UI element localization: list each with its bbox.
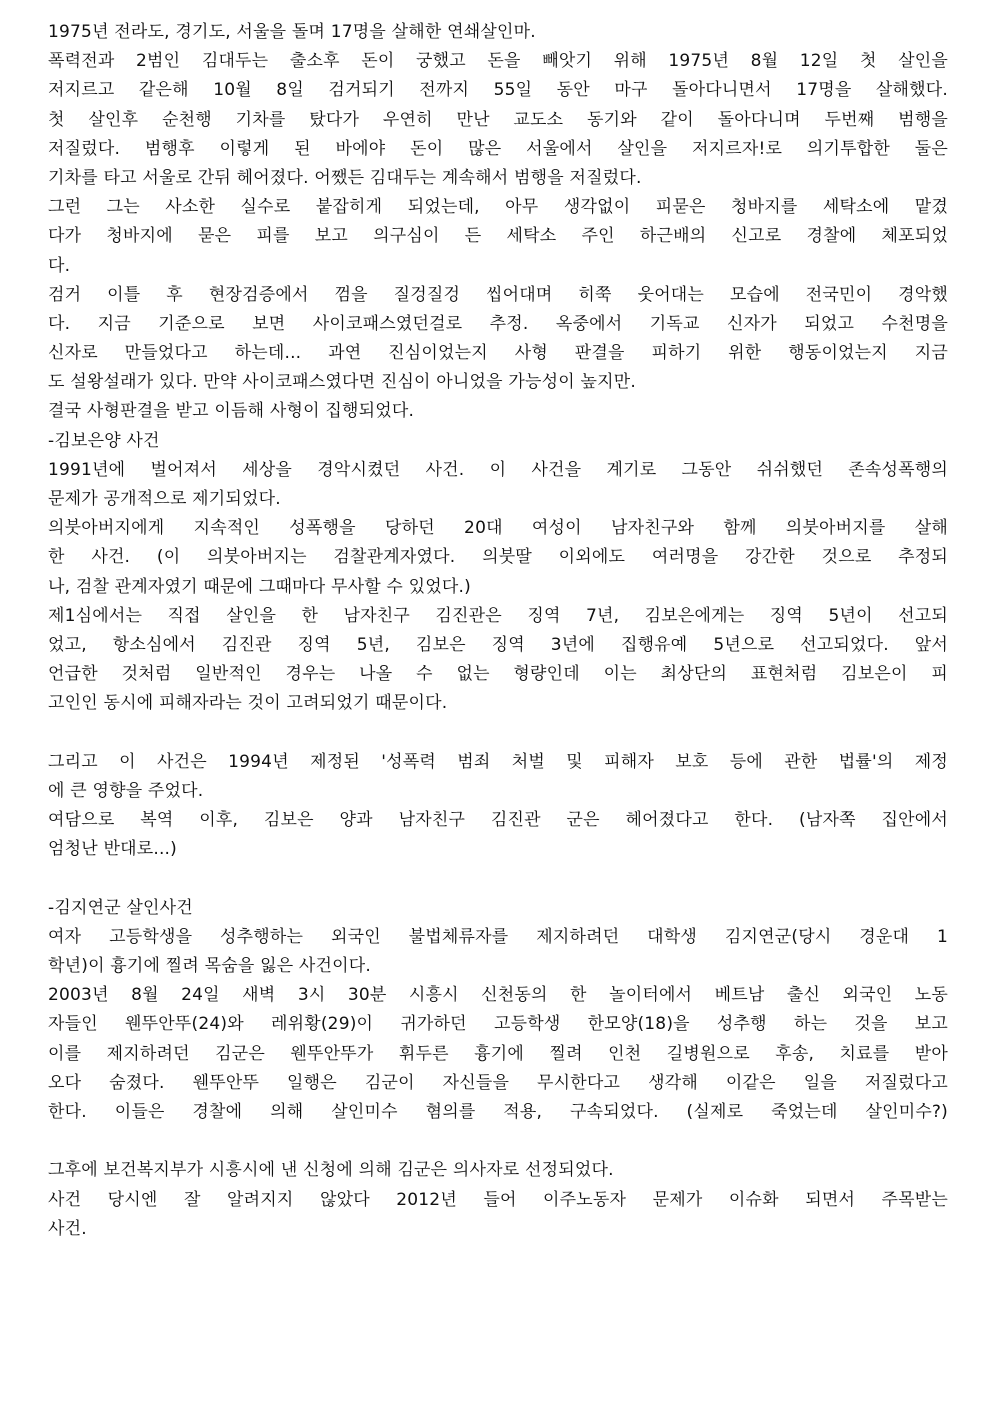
text-line: 1991년에 벌어져서 세상을 경악시켰던 사건. 이 사건을 계기로 그동안 쉬쉬했던 존속성폭행의 bbox=[48, 459, 948, 480]
text-line: 신자로 만들었다고 하는데... 과연 진심이었는지 사형 판결을 피하기 위한 행동이었는지 지금 bbox=[48, 343, 948, 364]
text-line: 사건. bbox=[48, 1218, 87, 1239]
text-line: 오다 숨졌다. 웬뚜안뚜 일행은 김군이 자신들을 무시한다고 생각해 이같은 일을 저질렀다고 bbox=[48, 1072, 948, 1093]
text-line: 다가 청바지에 묻은 피를 보고 의구심이 든 세탁소 주인 하근배의 신고로 경찰에 체포되었 bbox=[48, 226, 948, 247]
text-line: 한다. 이들은 경찰에 의해 살인미수 혐의를 적용, 구속되었다. (실제로 죽었는데 살인미수?) bbox=[48, 1101, 948, 1122]
text-line: 그리고 이 사건은 1994년 제정된 '성폭력 범죄 처벌 및 피해자 보호 등에 관한 법률'의 제정 bbox=[48, 751, 948, 772]
text-line: 의붓아버지에게 지속적인 성폭행을 당하던 20대 여성이 남자친구와 함께 의붓아버지를 살해 bbox=[48, 518, 948, 539]
text-line: 검거 이틀 후 현장검증에서 껌을 질겅질겅 씹어대며 히쭉 웃어대는 모습에 전국민이 경악했 bbox=[48, 284, 948, 305]
section-heading: -김보은양 사건 bbox=[48, 430, 160, 451]
blank-line bbox=[48, 864, 948, 893]
text-line: 언급한 것처럼 일반적인 경우는 나올 수 없는 형량인데 이는 최상단의 표현처럼 김보은이 피 bbox=[48, 664, 948, 685]
text-line: 제1심에서는 직접 살인을 한 남자친구 김진관은 징역 7년, 김보은에게는 징역 5년이 선고되 bbox=[48, 605, 948, 626]
text-line: 나, 검찰 관계자였기 때문에 그때마다 무사할 수 있었다.) bbox=[48, 576, 471, 597]
text-line: 결국 사형판결을 받고 이듬해 사형이 집행되었다. bbox=[48, 401, 415, 422]
text-line: 고인인 동시에 피해자라는 것이 고려되었기 때문이다. bbox=[48, 693, 448, 714]
text-line: 엄청난 반대로...) bbox=[48, 839, 177, 860]
text-line: 여자 고등학생을 성추행하는 외국인 불법체류자를 제지하려던 대학생 김지연군(당시 경운대 1 bbox=[48, 926, 948, 947]
text-line: 었고, 항소심에서 김진관 징역 5년, 김보은 징역 3년에 집행유예 5년으로 선고되었다. 앞서 bbox=[48, 634, 948, 655]
text-line: 그후에 보건복지부가 시흥시에 낸 신청에 의해 김군은 의사자로 선정되었다. bbox=[48, 1160, 614, 1181]
text-line: 문제가 공개적으로 제기되었다. bbox=[48, 489, 281, 509]
text-line: 다. 지금 기준으로 보면 사이코패스였던걸로 추정. 옥중에서 기독교 신자가 되었고 수천명을 bbox=[48, 313, 948, 334]
text-line: 그런 그는 사소한 실수로 붙잡히게 되었는데, 아무 생각없이 피묻은 청바지를 세탁소에 맡겼 bbox=[48, 197, 948, 218]
blank-line bbox=[48, 1127, 948, 1156]
text-line: 에 큰 영향을 주었다. bbox=[48, 780, 204, 801]
text-line: 이를 제지하려던 김군은 웬뚜안뚜가 휘두른 흉기에 찔려 인천 길병원으로 후송, 치료를 받아 bbox=[48, 1043, 948, 1064]
section-heading: -김지연군 살인사건 bbox=[48, 897, 193, 918]
document-body bbox=[48, 18, 948, 1244]
text-line: 한 사건. (이 의붓아버지는 검찰관계자였다. 의붓딸 이외에도 여러명을 강간한 것으로 추정되 bbox=[48, 547, 948, 568]
text-line: 1975년 전라도, 경기도, 서울을 돌며 17명을 살해한 연쇄살인마. bbox=[48, 22, 536, 42]
text-line: 자들인 웬뚜안뚜(24)와 레위황(29)이 귀가하던 고등학생 한모양(18)을 성추행 하는 것을 보고 bbox=[48, 1014, 948, 1035]
text-line: 학년)이 흉기에 찔려 목숨을 잃은 사건이다. bbox=[48, 956, 372, 976]
text-line: 저질렀다. 범행후 이렇게 된 바에야 돈이 많은 서울에서 살인을 저지르자!로 의기투합한 둘은 bbox=[48, 138, 948, 159]
text-line: 폭력전과 2범인 김대두는 출소후 돈이 궁했고 돈을 빼앗기 위해 1975년 8월 12일 첫 살인을 bbox=[48, 51, 948, 72]
text-line: 도 설왕설래가 있다. 만약 사이코패스였다면 진심이 아니었을 가능성이 높지만. bbox=[48, 372, 636, 393]
text-line: 사건 당시엔 잘 알려지지 않았다 2012년 들어 이주노동자 문제가 이슈화 되면서 주목받는 bbox=[48, 1189, 948, 1210]
text-line: 첫 살인후 순천행 기차를 탔다가 우연히 만난 교도소 동기와 같이 돌아다니며 두번째 범행을 bbox=[48, 109, 948, 130]
text-line: 여담으로 복역 이후, 김보은 양과 남자친구 김진관 군은 헤어졌다고 한다. (남자쪽 집안에서 bbox=[48, 810, 948, 831]
text-line: 다. bbox=[48, 255, 71, 276]
blank-line bbox=[48, 719, 948, 748]
text-line: 기차를 타고 서울로 간뒤 헤어졌다. 어쨌든 김대두는 계속해서 범행을 저질렀다. bbox=[48, 167, 642, 188]
text-line: 2003년 8월 24일 새벽 3시 30분 시흥시 신천동의 한 놀이터에서 베트남 출신 외국인 노동 bbox=[48, 985, 948, 1006]
text-line: 저지르고 같은해 10월 8일 검거되기 전까지 55일 동안 마구 돌아다니면서 17명을 살해했다. bbox=[48, 80, 948, 101]
